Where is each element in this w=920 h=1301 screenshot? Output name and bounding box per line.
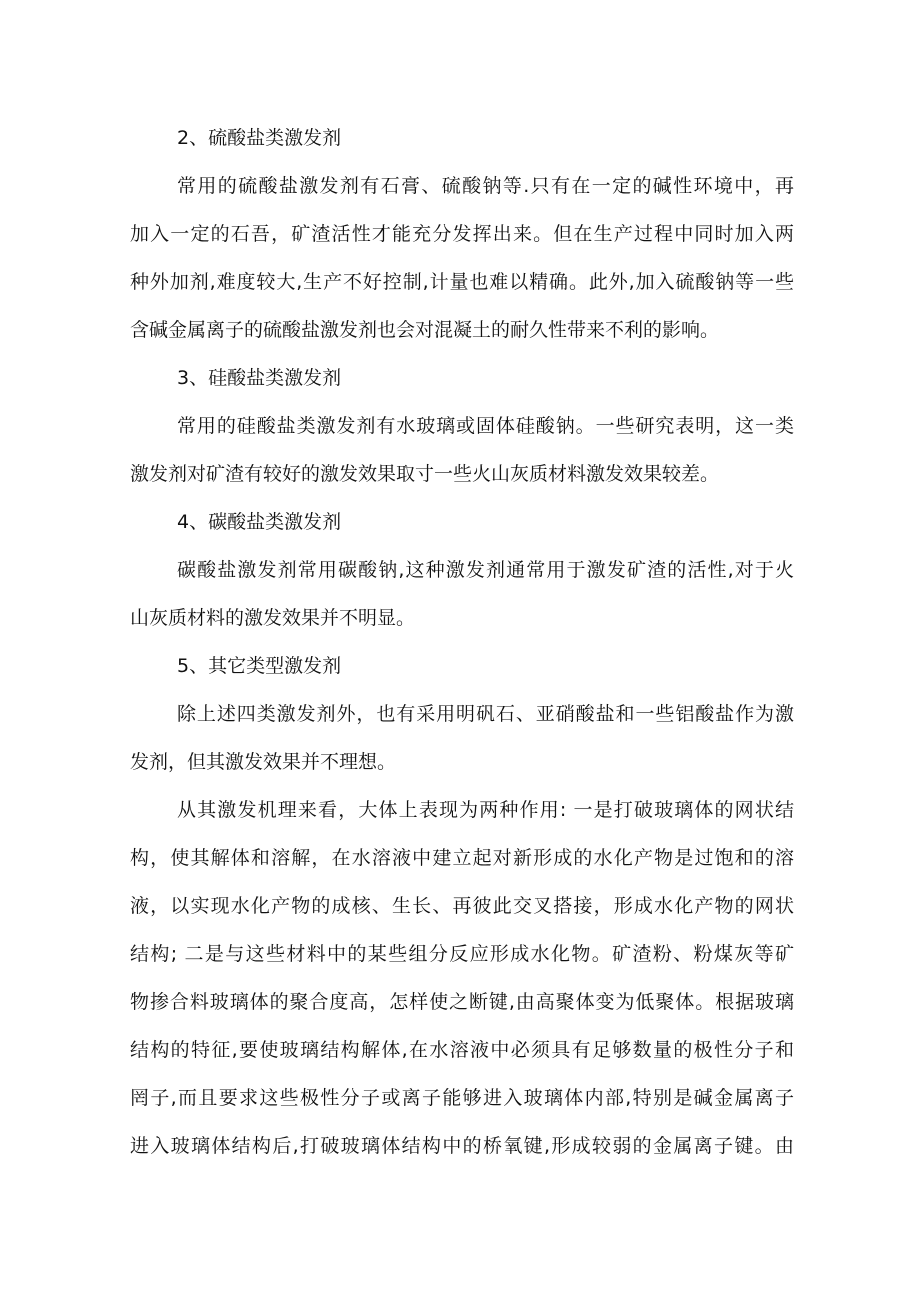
paragraph-mechanism (130, 786, 794, 1170)
text-line: 物掺合料玻璃体的聚合度高，怎样使之断键,由高聚体变为低聚体。根据玻璃 (130, 991, 794, 1013)
text-line: 进入玻璃体结构后,打破玻璃体结构中的桥氧键,形成较弱的金属离子键。由 (130, 1135, 794, 1157)
text-line: 激发剂对矿渣有较好的激发效果取寸一些火山灰质材料激发效果较差。 (130, 463, 720, 485)
section-heading-other: 5、其它类型激发剂 (177, 655, 342, 677)
text-line: 碳酸盐激发剂常用碳酸钠,这种激发剂通常用于激发矿渣的活性,对于火 (177, 559, 794, 581)
text-line: 发剂，但其激发效果并不理想。 (130, 751, 397, 773)
paragraph-other (130, 690, 794, 786)
text-line: 结构的特征,要使玻璃结构解体,在水溶液中必须具有足够数量的极性分子和 (130, 1039, 794, 1061)
text-line: 常用的硅酸盐类激发剂有水玻璃或固体硅酸钠。一些研究表明，这一类 (177, 415, 794, 437)
document-body (130, 114, 794, 1170)
text-line: 除上述四类激发剂外，也有采用明矾石、亚硝酸盐和一些铝酸盐作为激 (177, 703, 794, 725)
text-line: 构，使其解体和溶解，在水溶液中建立起对新形成的水化产物是过饱和的溶 (130, 847, 794, 869)
text-line: 加入一定的石吾，矿渣活性才能充分发挥出来。但在生产过程中同时加入两 (130, 223, 794, 245)
section-heading-sulfate: 2、硫酸盐类激发剂 (177, 127, 342, 149)
section-heading-silicate: 3、硅酸盐类激发剂 (177, 367, 342, 389)
text-line: 种外加剂,难度较大,生产不好控制,计量也难以精确。此外,加入硫酸钠等一些 (130, 271, 794, 293)
text-line: 结构; 二是与这些材料中的某些组分反应形成水化物。矿渣粉、粉煤灰等矿 (130, 943, 794, 965)
paragraph-sulfate (130, 162, 794, 354)
text-line: 液，以实现水化产物的成核、生长、再彼此交叉搭接，形成水化产物的网状 (130, 895, 794, 917)
text-line: 从其激发机理来看，大体上表现为两种作用: 一是打破玻璃体的网状结 (177, 799, 794, 821)
paragraph-carbonate (130, 546, 794, 642)
text-line: 含碱金属离子的硫酸盐激发剂也会对混凝土的耐久性带来不利的影响。 (130, 319, 720, 341)
paragraph-silicate (130, 402, 794, 498)
section-heading-carbonate: 4、碳酸盐类激发剂 (177, 511, 342, 533)
text-line: 山灰质材料的激发效果并不明显。 (130, 607, 416, 629)
text-line: 罔子,而且要求这些极性分子或离子能够进入玻璃体内部,特别是碱金属离子 (130, 1087, 794, 1109)
text-line: 常用的硫酸盐激发剂有石膏、硫酸钠等.只有在一定的碱性环境中，再 (177, 175, 794, 197)
